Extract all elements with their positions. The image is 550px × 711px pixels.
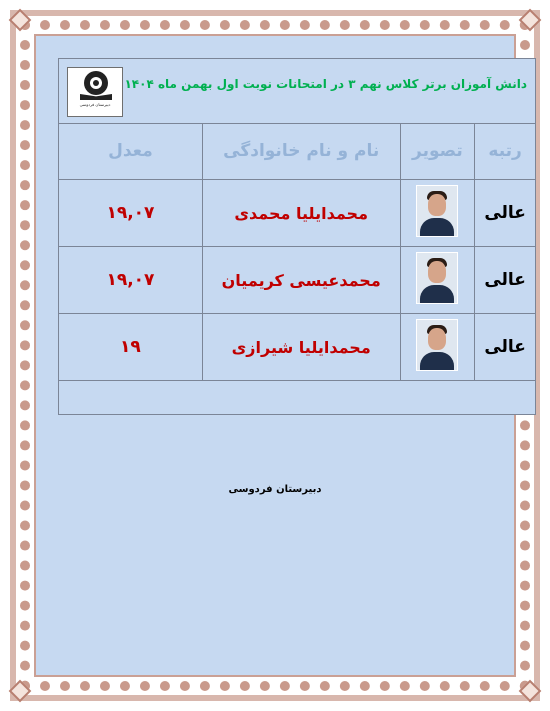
rank-value: عالی xyxy=(484,270,526,290)
card-header xyxy=(59,59,535,124)
name-cell xyxy=(202,247,400,314)
grade-cell xyxy=(59,180,202,247)
student-photo xyxy=(416,319,458,371)
table-row xyxy=(59,180,535,247)
honor-roll-card xyxy=(58,58,536,415)
rank-cell xyxy=(475,314,535,381)
page-title: دانش آموزان برتر کلاس نهم ۳ در امتحانات نوبت اول بهمن ماه ۱۴۰۴ xyxy=(124,77,527,91)
rank-cell xyxy=(475,247,535,314)
photo-face xyxy=(428,261,446,283)
logo-text: دبیرستان فردوسی xyxy=(79,102,111,107)
student-name: محمدایلیا محمدی xyxy=(234,203,368,223)
rank-cell xyxy=(475,180,535,247)
grade-cell xyxy=(59,314,202,381)
school-name-footer: دبیرستان فردوسی xyxy=(228,484,322,495)
photo-cell xyxy=(400,180,475,247)
student-grade: ۱۹,۰۷ xyxy=(106,203,155,223)
photo-cell xyxy=(400,247,475,314)
grade-cell xyxy=(59,247,202,314)
rank-value: عالی xyxy=(484,203,526,223)
student-photo xyxy=(416,252,458,304)
student-photo xyxy=(416,185,458,237)
student-name: محمدایلیا شیرازی xyxy=(231,337,371,357)
photo-face xyxy=(428,194,446,216)
name-cell xyxy=(202,314,400,381)
student-name: محمدعیسی کریمیان xyxy=(221,270,381,290)
column-header-photo: تصویر xyxy=(400,123,475,180)
student-grade: ۱۹ xyxy=(120,337,141,357)
name-cell xyxy=(202,180,400,247)
photo-cell xyxy=(400,314,475,381)
photo-shirt xyxy=(420,352,454,371)
students-table xyxy=(59,123,535,381)
table-row xyxy=(59,247,535,314)
photo-shirt xyxy=(420,218,454,237)
rank-value: عالی xyxy=(484,337,526,357)
photo-face xyxy=(428,328,446,350)
table-row xyxy=(59,314,535,381)
column-header-name: نام و نام خانوادگی xyxy=(202,123,400,180)
logo-emblem-icon xyxy=(84,71,108,95)
page-background xyxy=(36,36,527,675)
photo-shirt xyxy=(420,285,454,304)
column-header-rank: رتبه xyxy=(475,123,535,180)
school-logo xyxy=(67,67,123,117)
student-grade: ۱۹,۰۷ xyxy=(106,270,155,290)
column-header-grade: معدل xyxy=(59,123,202,180)
table-header-row xyxy=(59,123,535,180)
